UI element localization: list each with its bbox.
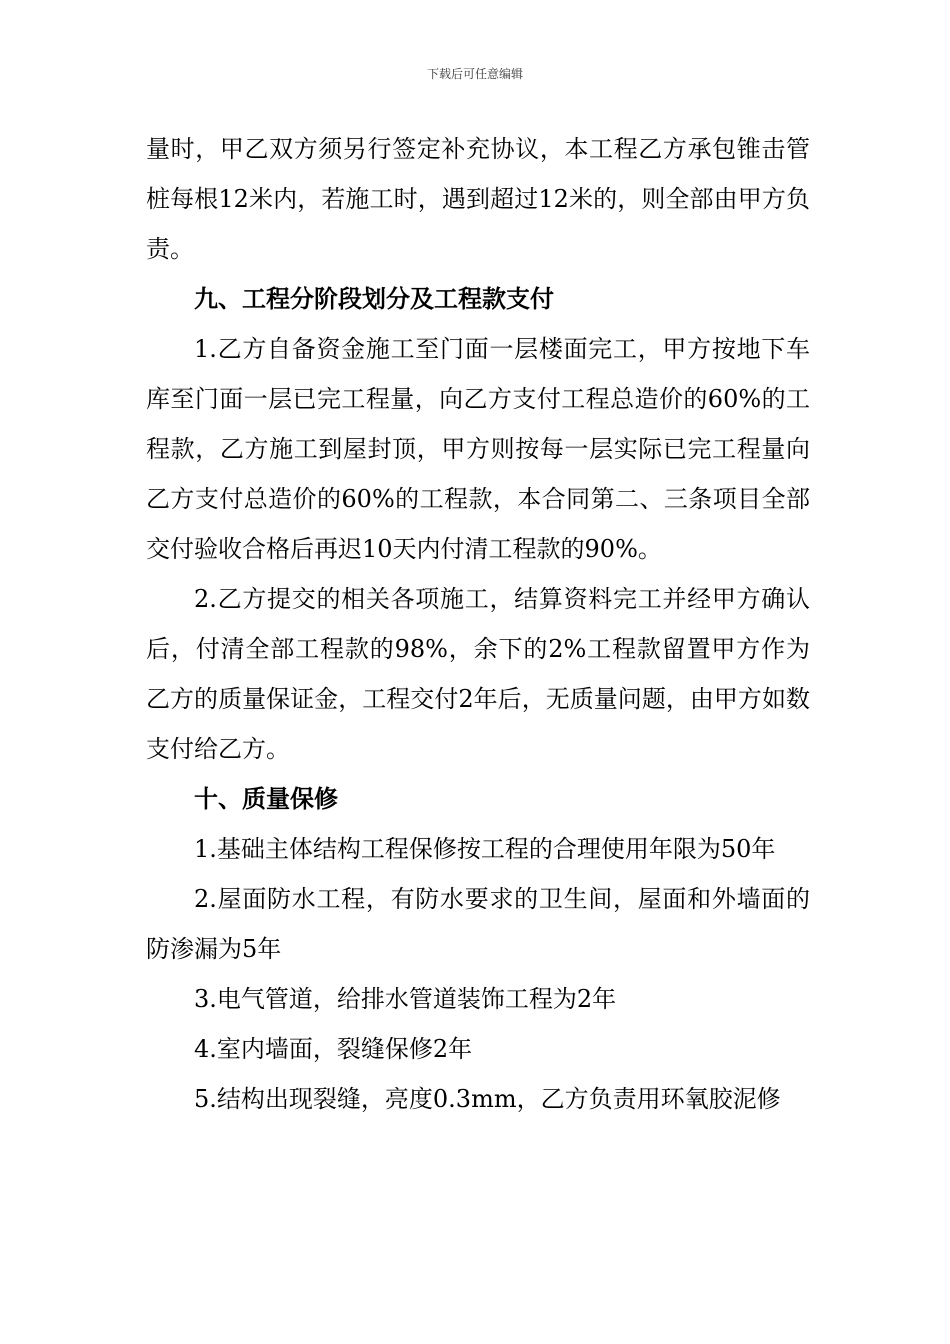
page-header-note: 下载后可任意编辑	[426, 67, 523, 81]
section-10-item-3: 3.电气管道，给排水管道装饰工程为2年	[194, 985, 617, 1013]
section-10-item-5: 5.结构出现裂缝，亮度0.3mm，乙方负责用环氧胶泥修	[194, 1085, 781, 1113]
document-body	[146, 124, 810, 1124]
section-9-item-1: 1.乙方自备资金施工至门面一层楼面完工，甲方按地下车库至门面一层已完工程量，向乙方支付工程总造价的60%的工程款，乙方施工到屋封顶，甲方则按每一层实际已完工程量向乙方支付总造价的60%的工程款，本合同第二、三条项目全部交付验收合格后再迟10天内付清工程款的90%。	[146, 335, 810, 563]
section-9-item-2: 2.乙方提交的相关各项施工，结算资料完工并经甲方确认后，付清全部工程款的98%，余下的2%工程款留置甲方作为乙方的质量保证金，工程交付2年后，无质量问题，由甲方如数支付给乙方。	[146, 585, 810, 763]
section-10-item-2: 2.屋面防水工程，有防水要求的卫生间，屋面和外墙面的防渗漏为5年	[146, 885, 810, 963]
section-10-heading: 十、质量保修	[194, 784, 338, 813]
paragraph-continuation: 量时，甲乙双方须另行签定补充协议，本工程乙方承包锥击管桩每根12米内，若施工时，遇到超过12米的，则全部由甲方负责。	[146, 135, 810, 263]
section-10-item-1: 1.基础主体结构工程保修按工程的合理使用年限为50年	[194, 835, 776, 863]
section-9-heading: 九、工程分阶段划分及工程款支付	[194, 284, 554, 313]
section-10-item-4: 4.室内墙面，裂缝保修2年	[194, 1035, 473, 1063]
